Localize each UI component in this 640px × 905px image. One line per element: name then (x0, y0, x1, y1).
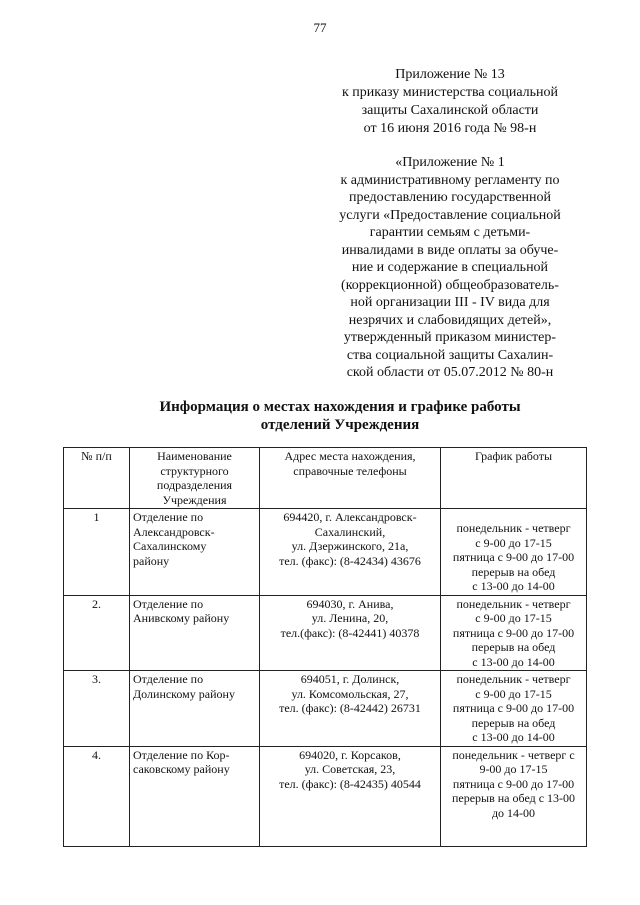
appendix-1-line: услуги «Предоставление социальной (339, 207, 561, 223)
appendix-13-line: от 16 июня 2016 года № 98-н (363, 121, 537, 136)
cell-text: пятница с 9-00 до 17-00 (452, 701, 575, 715)
header-number (64, 448, 130, 509)
appendix-1-line: ской области от 05.07.2012 № 80-н (346, 365, 554, 380)
cell-text: 694420, г. Александровск- (283, 510, 417, 524)
appendix-1-line: к административному регламенту по (340, 172, 560, 188)
cell-text: с 9-00 до 17-15 (475, 686, 552, 701)
cell-text: тел. (факс): (8-42442) 26731 (279, 701, 421, 715)
cell-text: Отделение по (133, 596, 204, 611)
cell-text: Сахалинский, (314, 524, 386, 539)
appendix-1-line: ной организации III - IV вида для (350, 295, 550, 310)
cell-text: 694051, г. Долинск, (300, 672, 400, 686)
office-name (130, 671, 260, 747)
cell-text: Анивскому району (133, 611, 230, 625)
row-number (64, 746, 130, 846)
cell-text: 694020, г. Корсаков, (299, 747, 401, 762)
cell-text: 9-00 до 17-15 (479, 762, 548, 776)
header-text: структурного (160, 463, 229, 478)
table-row (64, 509, 587, 596)
cell-text: Отделение по Кор- (133, 747, 230, 762)
office-schedule (441, 671, 587, 747)
appendix-1-line: «Приложение № 1 (395, 155, 505, 170)
cell-text: понедельник - четверг (456, 596, 571, 611)
header-text: № п/п (81, 449, 112, 463)
appendix-1-line: ние и содержание в специальной (351, 260, 549, 275)
office-address (260, 509, 441, 596)
appendix-1-line: утвержденный приказом министер- (343, 330, 557, 345)
appendix-1-line: предоставлению государственной (348, 190, 552, 205)
cell-text: с 13-00 до 14-00 (472, 730, 555, 744)
cell-text: Отделение по (133, 672, 204, 686)
appendix-13-line: Приложение № 13 (395, 67, 505, 82)
cell-text: с 9-00 до 17-15 (475, 535, 552, 550)
cell-text: до 14-00 (491, 805, 536, 820)
header-address (260, 448, 441, 509)
cell-text: пятница с 9-00 до 17-00 (452, 625, 575, 640)
cell-text: 4. (92, 747, 101, 762)
cell-text: с 13-00 до 14-00 (472, 579, 555, 593)
office-name (130, 595, 260, 671)
cell-text: с 9-00 до 17-15 (475, 611, 552, 625)
appendix-13-header (300, 66, 600, 138)
cell-text: Долинскому району (133, 686, 235, 701)
office-address (260, 671, 441, 747)
cell-text: перерыв на обед (471, 715, 556, 730)
cell-text: перерыв на обед с 13-00 (451, 791, 576, 805)
office-schedule (441, 746, 587, 846)
office-schedule (441, 509, 587, 596)
appendix-1-line: инвалидами в виде оплаты за обуче- (341, 242, 559, 258)
office-name (130, 746, 260, 846)
page-number: 77 (313, 20, 327, 35)
appendix-13-line: к приказу министерства социальной (341, 85, 559, 100)
appendix-13-line: защиты Сахалинской области (361, 103, 539, 118)
cell-text: тел. (факс): (8-42435) 40544 (279, 776, 421, 791)
table-row (64, 671, 587, 747)
cell-text: тел.(факс): (8-42441) 40378 (280, 625, 420, 640)
cell-text: тел. (факс): (8-42434) 43676 (279, 553, 421, 568)
document-title (0, 398, 640, 434)
header-schedule (441, 448, 587, 509)
table-header-row (64, 448, 587, 509)
cell-text: саковскому району (133, 762, 230, 776)
table-row (64, 746, 587, 846)
cell-text: пятница с 9-00 до 17-00 (452, 550, 575, 564)
cell-text: 2. (92, 596, 101, 611)
cell-text: понедельник - четверг с (452, 747, 575, 762)
cell-text: Александровск- (133, 524, 215, 539)
header-text: Наименование (157, 449, 232, 463)
row-number (64, 595, 130, 671)
cell-text: ул. Комсомольская, 27, (291, 686, 409, 701)
appendix-1-line: (коррекционной) общеобразователь- (341, 277, 559, 293)
header-text: Адрес места нахождения, (284, 449, 416, 463)
cell-text: ул. Советская, 23, (304, 762, 396, 776)
cell-text: пятница с 9-00 до 17-00 (452, 776, 575, 791)
cell-text: понедельник - четверг (456, 672, 571, 686)
appendix-1-line: незрячих и слабовидящих детей», (348, 312, 552, 328)
row-number (64, 671, 130, 747)
cell-text: Сахалинскому (133, 539, 207, 553)
header-name (130, 448, 260, 509)
table-row (64, 595, 587, 671)
cell-text: ул. Дзержинского, 21а, (291, 539, 409, 553)
cell-text: 694030, г. Анива, (306, 596, 394, 611)
cell-text: району (133, 553, 170, 568)
row-number (64, 509, 130, 596)
cell-text: 3. (92, 672, 101, 686)
appendix-1-header (300, 154, 600, 382)
cell-text: с 13-00 до 14-00 (472, 654, 555, 669)
cell-text: ул. Ленина, 20, (311, 611, 389, 625)
office-address (260, 595, 441, 671)
header-text: Учреждения (162, 492, 227, 507)
office-address (260, 746, 441, 846)
office-name (130, 509, 260, 596)
appendix-1-line: ства социальной защиты Сахалин- (346, 347, 554, 363)
title-line: Информация о местах нахождения и графике работы (159, 399, 521, 415)
cell-text: перерыв на обед (471, 640, 556, 654)
cell-text: Отделение по (133, 510, 204, 524)
office-schedule (441, 595, 587, 671)
header-text: График работы (474, 449, 553, 463)
offices-table (63, 447, 587, 847)
cell-text: понедельник - четверг (456, 521, 571, 535)
cell-text: перерыв на обед (471, 564, 556, 579)
title-line: отделений Учреждения (260, 417, 420, 433)
header-text: справочные телефоны (293, 463, 407, 478)
cell-text: 1 (93, 510, 100, 524)
header-text: подразделения (156, 478, 233, 492)
appendix-1-line: гарантии семьям с детьми- (369, 225, 531, 240)
